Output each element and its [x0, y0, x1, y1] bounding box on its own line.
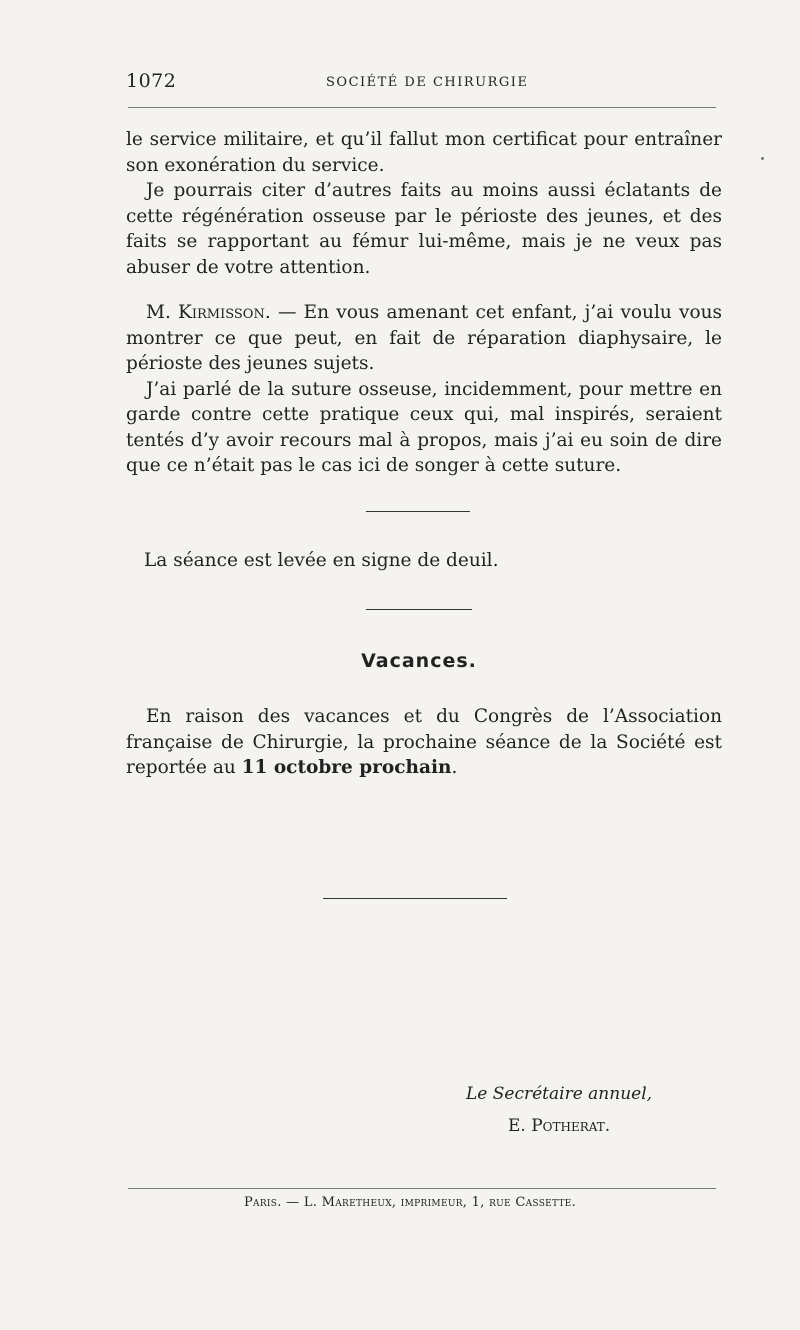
page-header	[126, 70, 716, 100]
section-separator	[366, 609, 472, 610]
signature-title: Le Secrétaire annuel,	[466, 1084, 653, 1104]
paragraph-text: — En vous amenant cet enfant, j’ai voulu vous montrer ce que peut, en fait de réparation diaphysaire, le périoste des jeunes sujets.	[126, 302, 722, 374]
text-block-previous-speaker	[126, 127, 722, 280]
margin-speck	[761, 157, 764, 160]
speaker-name: M. Kirmisson.	[146, 302, 271, 323]
section-separator	[366, 511, 470, 512]
header-rule	[128, 107, 716, 108]
signature-name: E. Potherat.	[508, 1116, 611, 1136]
section-separator	[323, 898, 507, 899]
footer-rule	[128, 1188, 716, 1189]
paragraph-text: En raison des vacances et du Congrès de l’Association française de Chirurgie, la prochaine séance de la Société est reportée au	[126, 706, 722, 778]
text-block-kirmisson	[126, 300, 722, 479]
text-block-vacances	[126, 704, 722, 781]
page-number: 1072	[126, 70, 177, 92]
paragraph-text-end: .	[451, 757, 458, 778]
seance-closing-line: La séance est levée en signe de deuil.	[144, 550, 499, 571]
signature-block	[466, 1078, 652, 1142]
next-meeting-date: 11 octobre prochain	[241, 757, 452, 778]
paragraph: le service militaire, et qu’il fallut mon certificat pour entraîner son exonération du service.	[126, 129, 722, 176]
printer-imprint: Paris. — L. Maretheux, imprimeur, 1, rue Cassette.	[244, 1195, 577, 1210]
paragraph	[126, 704, 722, 781]
paragraph	[126, 300, 722, 377]
paragraph: J’ai parlé de la suture osseuse, incidemment, pour mettre en garde contre cette pratique ceux qui, mal inspirés, seraient tentés d’y avoir recours mal à propos, mais j’ai eu soin de dire que ce n’était pas le cas ici de songer à cette suture.	[126, 378, 722, 476]
section-title-vacances: Vacances.	[361, 650, 477, 672]
paragraph: Je pourrais citer d’autres faits au moins aussi éclatants de cette régénération osseuse par le périoste des jeunes, et des faits se rapportant au fémur lui-même, mais je ne veux pas abuser de votre attention.	[126, 180, 722, 278]
running-head: SOCIÉTÉ DE CHIRURGIE	[326, 75, 529, 90]
